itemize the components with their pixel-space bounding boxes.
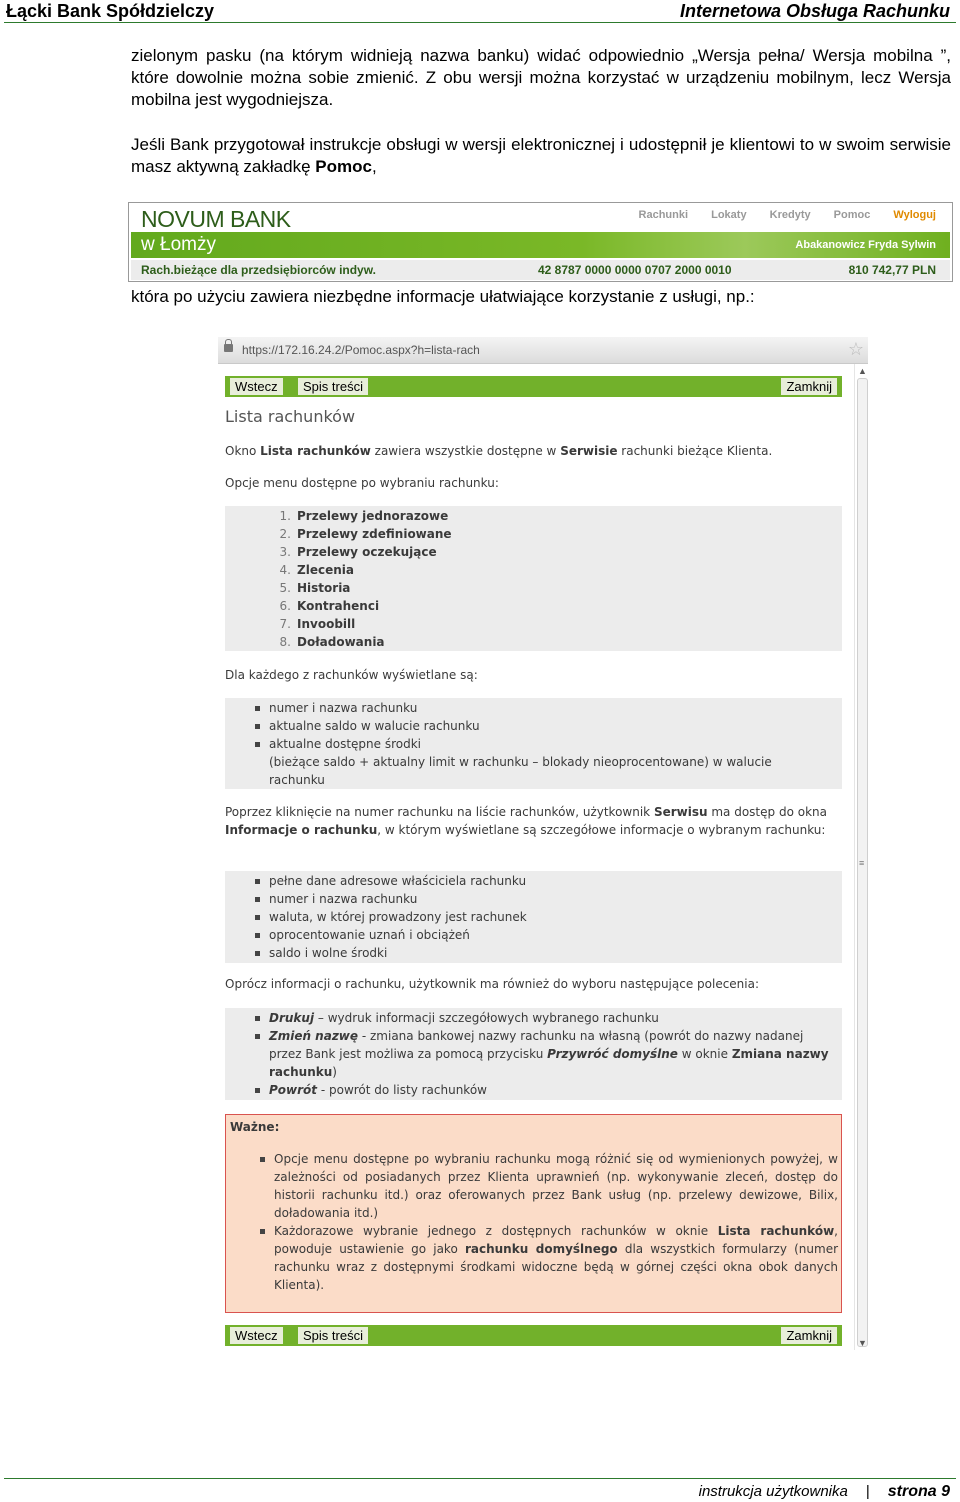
help-window-screenshot — [218, 337, 868, 1350]
page-footer — [699, 1482, 950, 1502]
scroll-grip-icon: ≡ — [859, 858, 865, 868]
list-item: 3. Przelewy oczekujące — [279, 545, 437, 559]
list-item: aktualne dostępne środki — [255, 735, 815, 753]
toc-button[interactable]: Spis treści — [298, 378, 368, 395]
list-item: 5. Historia — [279, 581, 351, 595]
list-item: 6. Kontrahenci — [279, 599, 380, 613]
bank-banner-screenshot — [128, 202, 953, 282]
paragraph-help-info: która po użyciu zawiera niezbędne informacje ułatwiające korzystanie z usługi, np.: — [131, 287, 755, 306]
bank-name: NOVUM BANK — [141, 206, 291, 232]
bank-menu — [619, 209, 936, 221]
list-item: pełne dane adresowe właściciela rachunku — [255, 872, 527, 890]
footer-label: instrukcja użytkownika — [698, 1483, 848, 1500]
list-item: Drukuj – wydruk informacji szczegółowych wybranego rachunku — [255, 1009, 835, 1027]
list-item: 1. Przelewy jednorazowe — [279, 509, 449, 523]
back-button[interactable]: Wstecz — [230, 1327, 283, 1344]
paragraph-help-text: Jeśli Bank przygotował instrukcje obsługi w wersji elektronicznej i udostępnił je klientowi to w swoim serwisie masz aktywną zakładkę — [131, 135, 951, 176]
page-number: strona 9 — [887, 1483, 950, 1500]
help-intro — [225, 442, 845, 460]
menu-item-lokaty[interactable]: Lokaty — [711, 209, 747, 221]
list-item: Powrót - powrót do listy rachunków — [255, 1081, 835, 1099]
star-icon[interactable]: ☆ — [847, 339, 864, 359]
scroll-down-icon[interactable]: ▼ — [858, 1338, 867, 1348]
help-title: Lista rachunków — [225, 407, 356, 426]
list-item: 7. Invoobill — [279, 617, 356, 631]
list-item: oprocentowanie uznań i obciążeń — [255, 926, 527, 944]
per-account-label: Dla każdego z rachunków wyświetlane są: — [225, 668, 478, 682]
menu-item-rachunki[interactable]: Rachunki — [638, 209, 689, 221]
list-item-continued: (bieżące saldo + aktualny limit w rachunku – blokady nieoprocentowane) w walucie rachunku — [269, 755, 772, 787]
scroll-up-icon[interactable]: ▲ — [858, 366, 867, 376]
logout-link[interactable]: Wyloguj — [893, 209, 936, 221]
list-item: waluta, w której prowadzony jest rachunek — [255, 908, 527, 926]
paragraph-help-bold: Pomoc — [315, 157, 372, 176]
important-note-box — [225, 1114, 842, 1313]
list-item: 4. Zlecenia — [279, 563, 354, 577]
back-button[interactable]: Wstecz — [230, 378, 283, 395]
list-item: numer i nazwa rachunku — [255, 890, 527, 908]
bank-city: w Łomży — [141, 234, 216, 255]
commands-list — [255, 1009, 835, 1099]
document-header-left: Łącki Bank Spółdzielczy — [6, 1, 215, 21]
per-account-box — [225, 698, 842, 789]
commands-label: Oprócz informacji o rachunku, użytkownik ma również do wyboru następujące polecenia: — [225, 977, 760, 991]
list-item: saldo i wolne środki — [255, 944, 527, 962]
footer-separator: | — [865, 1483, 870, 1500]
list-item: 2. Przelewy zdefiniowane — [279, 527, 452, 541]
document-header-right: Internetowa Obsługa Rachunku — [679, 1, 950, 21]
lock-icon — [224, 344, 233, 352]
scrollbar[interactable] — [854, 364, 869, 1350]
intro-a: Okno — [225, 444, 261, 458]
intro-b: Lista rachunków — [260, 444, 371, 458]
details-list — [255, 872, 527, 962]
options-box — [225, 506, 842, 651]
close-button[interactable]: Zamknij — [781, 378, 837, 395]
account-type[interactable]: Rach.bieżące dla przedsiębiorców indyw. — [141, 263, 376, 277]
commands-box — [225, 1008, 842, 1100]
toc-button[interactable]: Spis treści — [298, 1327, 368, 1344]
details-box — [225, 871, 842, 963]
menu-item-kredyty[interactable]: Kredyty — [769, 209, 811, 221]
intro-d: Serwisie — [560, 444, 618, 458]
paragraph-help — [131, 134, 951, 178]
paragraph-versions: zielonym pasku (na którym widnieją nazwa banku) widać odpowiednio „Wersja pełna/ Wersja mobilna ”, które dowolnie można sobie zmienić. Z obu wersji można korzystać w urządzeniu mobilnym, lecz Wersja mobilna jest wygodniejsza. — [131, 46, 951, 109]
menu-item-pomoc[interactable]: Pomoc — [833, 209, 871, 221]
intro-c: zawiera wszystkie dostępne w — [370, 444, 561, 458]
help-nav-top — [225, 376, 842, 397]
paragraph-help-end: , — [371, 157, 377, 176]
account-bar — [131, 260, 950, 280]
bank-green-bar — [131, 232, 950, 258]
per-account-list — [255, 699, 815, 789]
options-list — [273, 507, 452, 651]
list-item: numer i nazwa rachunku — [255, 699, 815, 717]
address-bar[interactable] — [218, 337, 868, 364]
list-item: aktualne saldo w walucie rachunku — [255, 717, 815, 735]
list-item: 8. Doładowania — [279, 635, 385, 649]
warn-list — [260, 1150, 838, 1294]
options-label: Opcje menu dostępne po wybraniu rachunku: — [225, 476, 499, 490]
scroll-thumb[interactable] — [857, 378, 868, 1347]
list-item: Zmień nazwę - zmiana bankowej nazwy rachunku na własną (powrót do nazwy nadanej przez Bank jest możliwa za pomocą przycisku Przywróć domyślne w oknie Zmiana nazwy rachunku) — [255, 1027, 835, 1081]
account-number: 42 8787 0000 0000 0707 2000 0010 — [538, 263, 732, 277]
header-divider — [4, 22, 956, 23]
list-item: Każdorazowe wybranie jednego z dostępnych rachunków w oknie Lista rachunków, powoduje ustawienie go jako rachunku domyślnego dla wszystkich formularzy (numer rachunku wraz z dostępnymi środkami widoczne będą w górnej części okna obok danych Klienta). — [260, 1222, 838, 1294]
account-balance: 810 742,77 PLN — [848, 263, 936, 277]
warn-title: Ważne: — [230, 1120, 280, 1134]
intro-e: rachunki bieżące Klienta. — [617, 444, 773, 458]
list-item: Opcje menu dostępne po wybraniu rachunku mogą różnić się od wymienionych powyżej, w zależności od posiadanych przez Klienta uprawnień (np. wykonywanie zleceń, dostęp do historii rachunku itd.) oraz oferowanych przez Bank usług (np. przelewy dewizowe, Bilix, doładowania itd.) — [260, 1150, 838, 1222]
click-info: Poprzez kliknięcie na numer rachunku na liście rachunków, użytkownik Serwisu ma dostęp do okna Informacje o rachunku, w którym wyświetlane są szczegółowe informacje o wybranym rachunku: — [225, 805, 827, 837]
help-nav-bottom — [225, 1325, 842, 1346]
footer-divider — [4, 1478, 956, 1479]
url-text[interactable]: https://172.16.24.2/Pomoc.aspx?h=lista-rach — [242, 343, 480, 357]
close-button[interactable]: Zamknij — [781, 1327, 837, 1344]
user-name: Abakanowicz Fryda Sylwin — [795, 239, 936, 251]
